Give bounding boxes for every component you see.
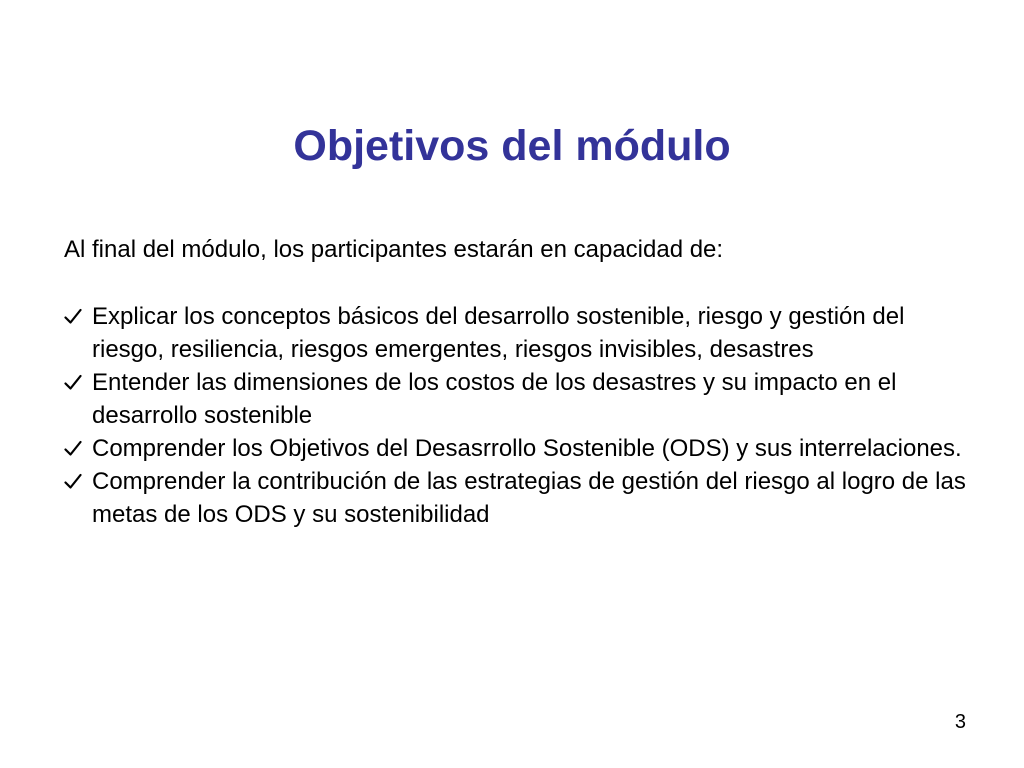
objectives-list [64, 300, 974, 531]
objective-item [64, 465, 974, 531]
slide-title: Objetivos del módulo [293, 122, 731, 170]
checkmark-icon [64, 374, 82, 391]
objective-text: Explicar los conceptos básicos del desarrollo sostenible, riesgo y gestión del riesgo, resiliencia, riesgos emergentes, riesgos invisibles, desastres [92, 303, 905, 363]
objective-item [64, 366, 974, 432]
checkmark-icon [64, 308, 82, 325]
objective-item [64, 300, 974, 366]
intro-text: Al final del módulo, los participantes estarán en capacidad de: [64, 236, 724, 263]
objective-text: Comprender la contribución de las estrategias de gestión del riesgo al logro de las metas de los ODS y su sostenibilidad [92, 468, 966, 528]
objective-item [64, 432, 974, 465]
objective-text: Entender las dimensiones de los costos de los desastres y su impacto en el desarrollo sostenible [92, 369, 897, 429]
page-number: 3 [954, 711, 966, 733]
objective-text: Comprender los Objetivos del Desasrrollo Sostenible (ODS) y sus interrelaciones. [92, 435, 962, 462]
checkmark-icon [64, 440, 82, 457]
checkmark-icon [64, 473, 82, 490]
